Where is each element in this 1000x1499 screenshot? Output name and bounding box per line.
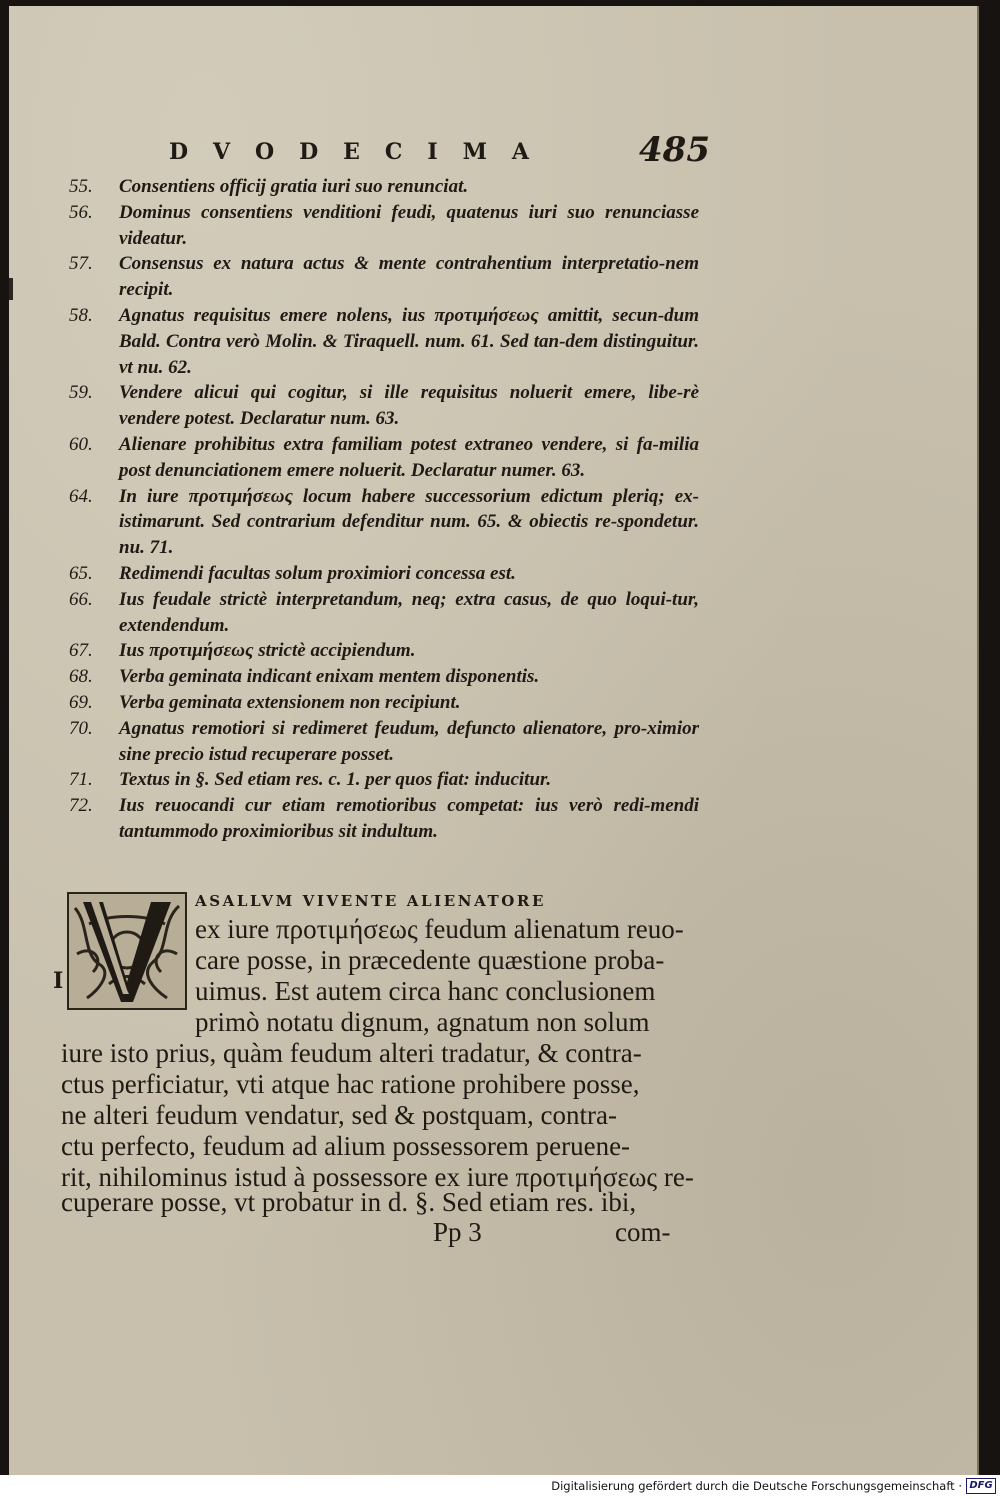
summary-text: Agnatus requisitus emere nolens, ius προτιμήσεως amittit, secun-dum Bald. Contra verò Molin. & Tiraquell. num. 61. Sed tan-dem distinguitur. vt nu. 62. — [119, 304, 699, 378]
summary-number: 70. — [69, 717, 93, 739]
summary-text: In iure προτιμήσεως locum habere successorium edictum pleriq; ex-istimarunt. Sed contrarium defenditur num. 65. & obiectis re-spondetur. nu. 71. — [119, 485, 699, 559]
body-line: ctus perficiatur, vti atque hac ratione prohibere posse, — [61, 1069, 640, 1099]
summary-number: 57. — [69, 253, 93, 275]
running-head-letter: M — [462, 139, 487, 165]
body-line: ne alteri feudum vendatur, sed & postquam, contra- — [61, 1100, 617, 1130]
summary-number: 59. — [69, 382, 93, 404]
summary-number: 55. — [69, 176, 93, 197]
summary-text: Verba geminata extensionem non recipiunt. — [119, 691, 461, 713]
summary-text: Alienare prohibitus extra familiam potest extraneo vendere, si fa-milia post denunciationem emere noluerit. Declaratur numer. 63. — [119, 433, 699, 481]
marginal-number: I — [53, 968, 64, 994]
dfg-logo: DFG — [966, 1478, 996, 1494]
summary-text: Consensus ex natura actus & mente contrahentium interpretatio-nem recipit. — [119, 253, 699, 301]
running-head-letter: A — [511, 139, 529, 165]
summary-number: 68. — [69, 666, 93, 688]
summary-item — [69, 432, 699, 484]
running-head-letter: C — [384, 139, 403, 165]
running-head-letter: D — [299, 139, 319, 165]
summary-item — [69, 638, 699, 664]
summary-number: 60. — [69, 433, 93, 455]
summary-number: 71. — [69, 769, 93, 791]
decorated-initial-v — [67, 892, 187, 1010]
running-head-letter: O — [255, 139, 275, 165]
funding-credit: Digitalisierung gefördert durch die Deutsche Forschungsgemeinschaft · — [551, 1479, 962, 1493]
summary-text: Ius προτιμήσεως strictè accipiendum. — [119, 640, 416, 662]
body-line: primò notatu dignum, agnatum non solum — [195, 1007, 650, 1037]
summary-text: Redimendi facultas solum proximiori concessa est. — [119, 562, 516, 584]
summary-number: 67. — [69, 640, 93, 662]
body-line: ctu perfecto, feudum ad alium possessorem peruene- — [61, 1131, 631, 1161]
summary-item — [69, 380, 699, 432]
summary-item — [69, 561, 699, 587]
body-line: rit, nihilominus istud à possessore ex iure προτιμήσεως re- — [61, 1162, 694, 1192]
signature-mark: Pp 3 — [433, 1217, 482, 1247]
body-line: uimus. Est autem circa hanc conclusionem — [195, 976, 656, 1006]
summary-item — [69, 716, 699, 768]
summary-item — [69, 303, 699, 380]
body-line: care posse, in præcedente quæstione proba- — [195, 945, 665, 975]
summary-number: 64. — [69, 485, 93, 507]
summary-text: Ius feudale strictè interpretandum, neq; extra casus, de quo loqui-tur, extendendum. — [119, 588, 699, 636]
summary-text: Textus in §. Sed etiam res. c. 1. per quos fiat: inducitur. — [119, 769, 552, 791]
body-line: cuperare posse, vt probatur in d. §. Sed etiam res. ibi, — [61, 1187, 637, 1217]
summary-number: 66. — [69, 588, 93, 610]
summary-number: 69. — [69, 691, 93, 713]
running-head-letter: V — [213, 139, 231, 165]
running-head-letter: D — [169, 139, 189, 165]
summary-number: 58. — [69, 304, 93, 326]
ornament-icon — [69, 894, 185, 1008]
summary-text: Dominus consentiens venditioni feudi, quatenus iuri suo renunciasse videatur. — [119, 201, 699, 249]
summary-list — [69, 174, 699, 845]
footer-bar — [0, 1475, 1000, 1499]
summary-number: 56. — [69, 201, 93, 223]
page-number: 485 — [639, 130, 710, 170]
body-line: ex iure προτιμήσεως feudum alienatum reuo- — [195, 914, 684, 944]
summary-item — [69, 767, 699, 793]
summary-text: Agnatus remotiori si redimeret feudum, defuncto alienatore, pro-ximior sine precio istud recuperare posset. — [119, 717, 699, 765]
running-head-letter: E — [343, 139, 360, 165]
summary-text: Vendere alicui qui cogitur, si ille requisitus noluerit emere, libe-rè vendere potest. Declaratur num. 63. — [119, 382, 699, 430]
summary-item — [69, 587, 699, 639]
summary-text: Ius reuocandi cur etiam remotioribus competat: ius verò redi-mendi tantummodo proximioribus sit indultum. — [119, 795, 699, 842]
body-line: iure isto prius, quàm feudum alteri tradatur, & contra- — [61, 1038, 642, 1068]
catchword: com- — [615, 1217, 671, 1247]
summary-item — [69, 484, 699, 561]
spine-shadow — [9, 278, 13, 300]
opening-smallcaps: ASALLVM VIVENTE ALIENATORE — [195, 892, 547, 910]
summary-item — [69, 793, 699, 845]
summary-item — [69, 200, 699, 252]
summary-text: Consentiens officij gratia iuri suo renunciat. — [119, 176, 469, 197]
summary-item — [69, 690, 699, 716]
running-head-letter: I — [427, 139, 438, 165]
summary-number: 65. — [69, 562, 93, 584]
summary-text: Verba geminata indicant enixam mentem disponentis. — [119, 666, 540, 688]
book-page — [9, 6, 979, 1475]
running-head — [169, 134, 529, 170]
summary-item — [69, 664, 699, 690]
summary-item — [69, 251, 699, 303]
summary-number: 72. — [69, 795, 93, 817]
summary-item — [69, 174, 699, 200]
